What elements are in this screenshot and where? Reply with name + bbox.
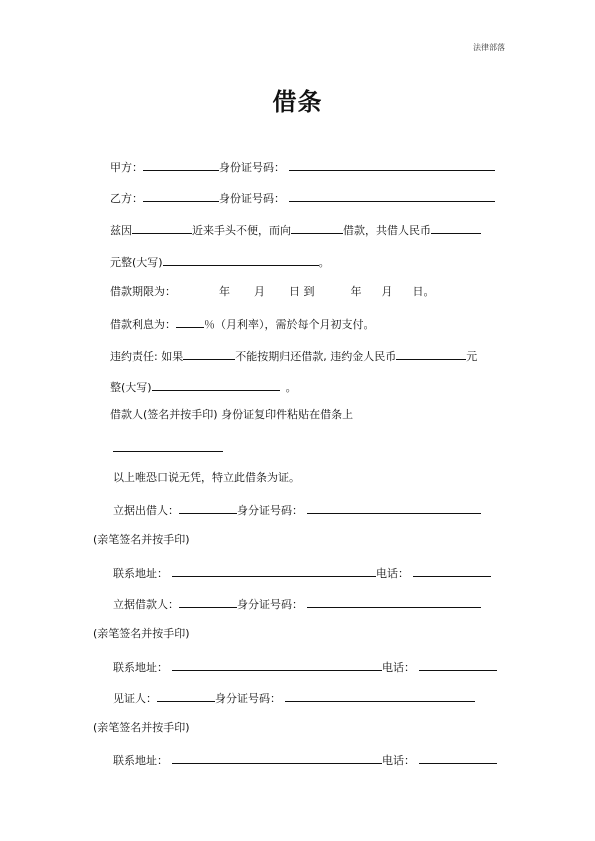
- amount-words-end: 。: [318, 256, 330, 269]
- borrower-line: [113, 596, 481, 612]
- penalty-amount-blank[interactable]: [396, 348, 466, 360]
- borrower-contact-line: [113, 659, 497, 675]
- amount-words-blank[interactable]: [163, 254, 319, 266]
- penalty-words-line: [110, 379, 297, 395]
- closing-statement: 以上唯恐口说无凭，特立此借条为证。: [113, 471, 300, 484]
- lender-phone-blank[interactable]: [413, 565, 491, 577]
- header-brand: 法律部落: [473, 43, 505, 52]
- penalty-label: 违约责任: 如果: [110, 350, 184, 363]
- witness-name-blank[interactable]: [157, 690, 215, 702]
- borrower-sign-note: 借款人(签名并按手印) 身份证复印件粘贴在借条上: [110, 408, 354, 421]
- party-b-name-blank[interactable]: [143, 190, 219, 202]
- document-title: 借条: [272, 88, 323, 116]
- borrower-label: 立据借款人：: [113, 598, 179, 611]
- penalty-line: [110, 348, 477, 364]
- party-b-line: [110, 190, 495, 206]
- borrower-phone-label: 电话：: [382, 661, 415, 674]
- amount-words-line: [110, 254, 330, 270]
- term-month-1: 月: [254, 285, 265, 298]
- borrower-phone-blank[interactable]: [419, 659, 497, 671]
- party-a-line: [110, 159, 495, 175]
- penalty-party-blank[interactable]: [183, 348, 235, 360]
- party-a-label: 甲方：: [110, 161, 143, 174]
- witness-label: 见证人：: [113, 692, 157, 705]
- witness-id-blank[interactable]: [285, 690, 475, 702]
- lender-id-blank[interactable]: [307, 502, 481, 514]
- amount-words-label: 元整(大写): [110, 256, 163, 269]
- penalty-words-blank[interactable]: [152, 379, 280, 391]
- witness-address-label: 联系地址：: [113, 754, 168, 767]
- term-label: 借款期限为：: [110, 285, 176, 298]
- reason-line: [110, 222, 481, 238]
- borrower-sign-note-2: (亲笔签名并按手印): [93, 627, 190, 640]
- interest-rate-blank[interactable]: [176, 316, 204, 328]
- penalty-words-end: 。: [285, 381, 297, 394]
- reason-text-2: 借款，共借人民币: [343, 224, 431, 237]
- witness-address-blank[interactable]: [172, 752, 382, 764]
- witness-phone-blank[interactable]: [419, 752, 497, 764]
- lender-sign-note: (亲笔签名并按手印): [93, 533, 190, 546]
- penalty-unit: 元: [466, 350, 478, 363]
- interest-label: 借款利息为：: [110, 318, 176, 331]
- borrower-name-blank[interactable]: [179, 596, 237, 608]
- reason-text-1: 近来手头不便，而向: [192, 224, 291, 237]
- party-a-id-label: 身份证号码：: [219, 161, 285, 174]
- borrower-address-blank[interactable]: [172, 659, 382, 671]
- witness-phone-label: 电话：: [382, 754, 415, 767]
- party-b-id-blank[interactable]: [289, 190, 495, 202]
- reason-blank-1[interactable]: [132, 222, 192, 234]
- term-day-2: 日。: [412, 285, 435, 298]
- amount-blank[interactable]: [431, 222, 481, 234]
- interest-text: ％（月利率），需於每个月初支付。: [204, 318, 375, 331]
- term-line: [110, 285, 435, 299]
- penalty-text: 不能按期归还借款, 违约金人民币: [235, 350, 397, 363]
- party-a-name-blank[interactable]: [143, 159, 219, 171]
- lender-line: [113, 502, 481, 518]
- reason-blank-2[interactable]: [291, 222, 343, 234]
- lender-address-label: 联系地址：: [113, 567, 168, 580]
- term-month-2: 月: [381, 285, 393, 298]
- term-day-1: 日 到: [289, 285, 315, 298]
- reason-label: 兹因: [110, 224, 132, 237]
- witness-contact-line: [113, 752, 497, 768]
- lender-phone-label: 电话：: [376, 567, 409, 580]
- borrower-address-label: 联系地址：: [113, 661, 168, 674]
- lender-name-blank[interactable]: [179, 502, 237, 514]
- witness-id-label: 身分证号码：: [215, 692, 281, 705]
- witness-sign-note: (亲笔签名并按手印): [93, 721, 190, 734]
- party-b-id-label: 身份证号码：: [219, 192, 285, 205]
- witness-line: [113, 690, 475, 706]
- interest-line: [110, 316, 375, 332]
- term-year-2: 年: [350, 285, 362, 298]
- lender-label: 立据出借人：: [113, 504, 179, 517]
- lender-id-label: 身分证号码：: [237, 504, 303, 517]
- borrower-id-label: 身分证号码：: [237, 598, 303, 611]
- borrower-sign-blank[interactable]: [113, 451, 223, 452]
- party-b-label: 乙方：: [110, 192, 143, 205]
- lender-contact-line: [113, 565, 491, 581]
- lender-address-blank[interactable]: [172, 565, 376, 577]
- penalty-words-label: 整(大写): [110, 381, 152, 394]
- party-a-id-blank[interactable]: [289, 159, 495, 171]
- borrower-id-blank[interactable]: [307, 596, 481, 608]
- term-year-1: 年: [219, 285, 230, 298]
